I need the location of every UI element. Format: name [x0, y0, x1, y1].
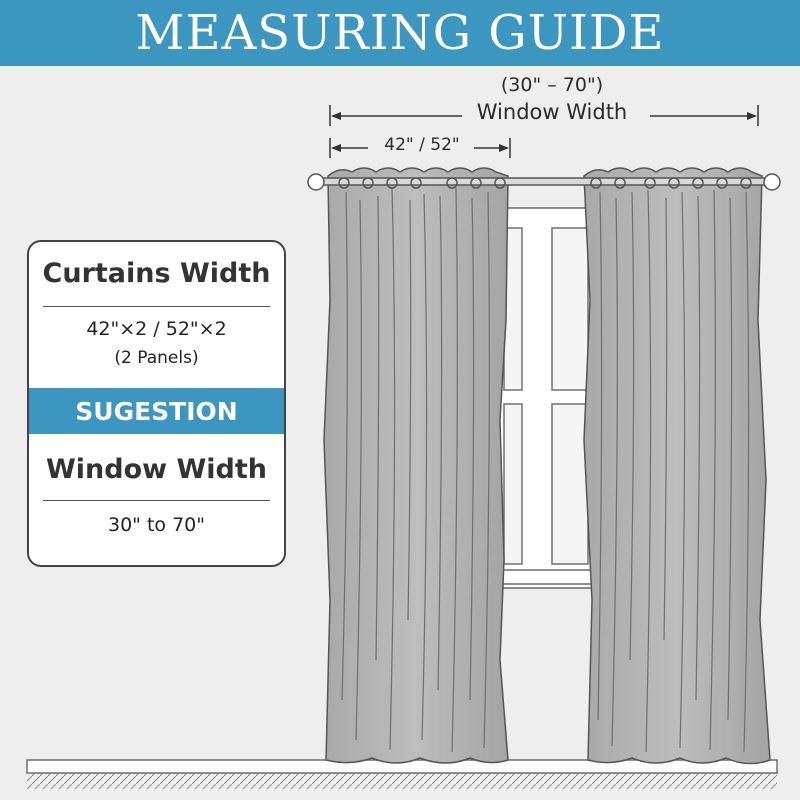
- window-range-label: (30" – 70"): [500, 74, 604, 96]
- left-curtain-panel: [324, 168, 508, 763]
- window-width-value: 30" to 70": [108, 514, 205, 536]
- divider: [43, 306, 270, 307]
- title-banner: [0, 0, 800, 66]
- curtains-width-heading: Curtains Width: [42, 258, 271, 289]
- window-width-heading: Window Width: [46, 454, 267, 485]
- panels-note: (2 Panels): [114, 348, 199, 368]
- size-info-card: [27, 240, 286, 567]
- panel-width-label: 42" / 52": [384, 135, 460, 155]
- floor: [27, 760, 777, 789]
- window-width-label: Window Width: [476, 100, 628, 124]
- right-curtain-panel: [584, 168, 770, 764]
- page-title: MEASURING GUIDE: [135, 5, 665, 61]
- suggestion-label: SUGESTION: [75, 396, 238, 426]
- curtains-width-value: 42"×2 / 52"×2: [86, 318, 227, 340]
- suggestion-band: [29, 388, 284, 434]
- divider: [43, 500, 270, 501]
